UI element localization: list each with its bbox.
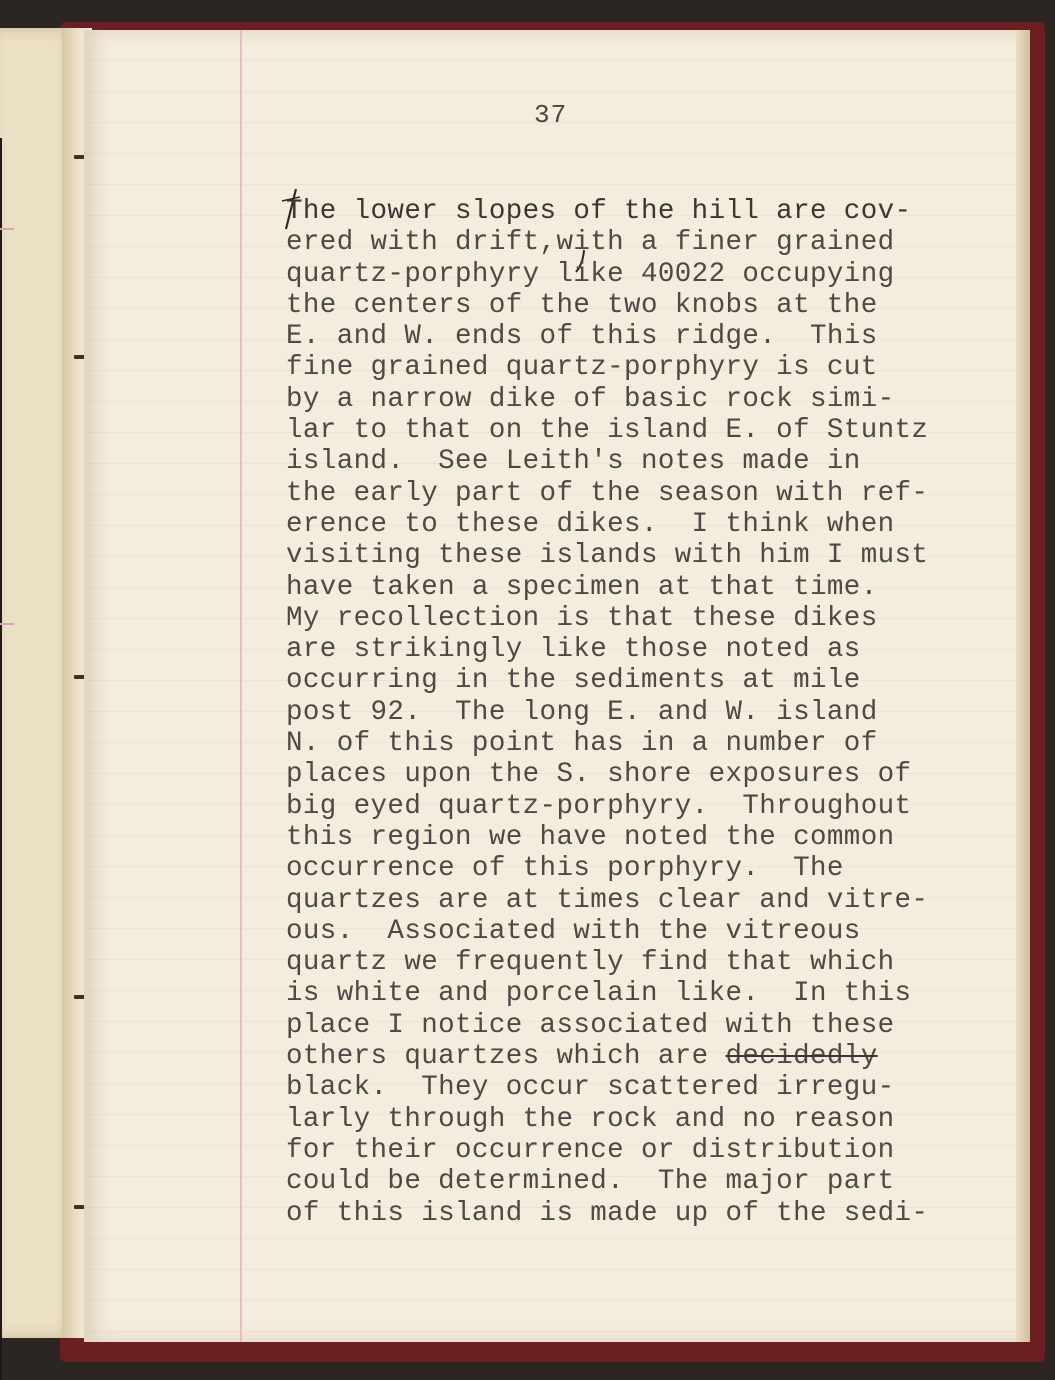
text-line: lar to that on the island E. of Stuntz xyxy=(286,415,929,447)
text-line: have taken a specimen at that time. xyxy=(286,571,878,603)
text-line: the early part of the season with ref- xyxy=(286,477,929,509)
text-line: are strikingly like those noted as xyxy=(286,634,861,666)
text-line: The lower slopes of the hill are cov- xyxy=(286,196,912,227)
text-line: E. and W. ends of this ridge. This xyxy=(286,321,878,353)
text-line: post 92. The long E. and W. island xyxy=(286,696,878,728)
text-line: of this island is made up of the sedi- xyxy=(286,1197,929,1229)
left-page-red-rule xyxy=(0,228,14,230)
text-line: big eyed quartz-porphyry. Throughout xyxy=(286,790,912,822)
typed-notes-body xyxy=(286,196,1016,1229)
text-line: larly through the rock and no reason xyxy=(286,1103,895,1135)
text-line-prefix: others quartzes which are xyxy=(286,1041,726,1073)
left-page-red-rule xyxy=(0,623,14,625)
struck-out-word: decidedly xyxy=(725,1041,878,1073)
text-line: My recollection is that these dikes xyxy=(286,602,878,634)
margin-rule xyxy=(240,30,242,1342)
page-right-edge xyxy=(1016,30,1030,1342)
text-line: is white and porcelain like. In this xyxy=(286,978,912,1010)
text-line: ous. Associated with the vitreous xyxy=(286,915,861,947)
text-line: for their occurrence or distribution xyxy=(286,1134,895,1166)
text-line: the centers of the two knobs at the xyxy=(286,289,878,321)
text-line: by a narrow dike of basic rock simi- xyxy=(286,383,895,415)
left-page-binding-line xyxy=(0,138,2,1380)
text-line: erence to these dikes. I think when xyxy=(286,508,895,540)
text-line: island. See Leith's notes made in xyxy=(286,446,861,478)
text-line: place I notice associated with these xyxy=(286,1009,895,1041)
notebook-page xyxy=(84,30,1030,1342)
text-line: black. They occur scattered irregu- xyxy=(286,1072,895,1104)
text-line: N. of this point has in a number of xyxy=(286,728,878,760)
text-line: could be determined. The major part xyxy=(286,1166,895,1198)
text-line: quartzes are at times clear and vitre- xyxy=(286,884,929,916)
text-line: this region we have noted the common xyxy=(286,821,895,853)
text-line-with-strikeout xyxy=(286,1041,1016,1072)
text-line: occurrence of this porphyry. The xyxy=(286,853,844,885)
text-line: visiting these islands with him I must xyxy=(286,540,929,572)
page-number: 37 xyxy=(534,100,568,130)
text-line: quartz we frequently find that which xyxy=(286,947,895,979)
text-line: places upon the S. shore exposures of xyxy=(286,759,912,791)
text-line: ered with drift,with a finer grained xyxy=(286,227,895,259)
text-line: fine grained quartz-porphyry is cut xyxy=(286,352,878,384)
text-line: quartz-porphyry like 40022 occupying xyxy=(286,258,895,290)
text-line: occurring in the sediments at mile xyxy=(286,665,861,697)
